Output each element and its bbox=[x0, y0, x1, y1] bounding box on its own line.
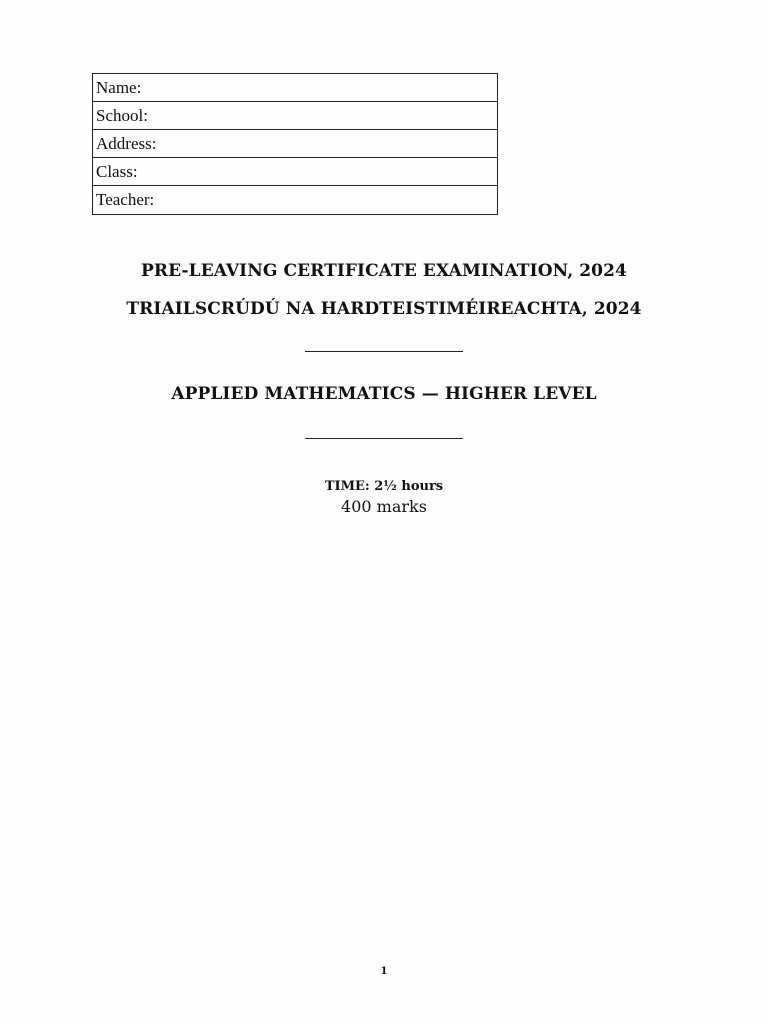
exam-marks: 400 marks bbox=[341, 497, 427, 516]
subject-title: APPLIED MATHEMATICS — HIGHER LEVEL bbox=[171, 384, 597, 404]
address-label: Address: bbox=[96, 133, 157, 153]
page-number: 1 bbox=[380, 966, 388, 977]
exam-title-irish: TRIAILSCRÚDÚ NA HARDTEISTIMÉIREACHTA, 2024 bbox=[126, 299, 642, 319]
name-label: Name: bbox=[96, 77, 142, 97]
class-field[interactable] bbox=[93, 158, 497, 186]
teacher-field[interactable] bbox=[93, 186, 497, 214]
address-field[interactable] bbox=[93, 130, 497, 158]
divider-line bbox=[305, 438, 463, 439]
exam-time: TIME: 2½ hours bbox=[324, 479, 444, 494]
school-field[interactable] bbox=[93, 102, 497, 130]
teacher-label: Teacher: bbox=[96, 190, 155, 209]
divider-line bbox=[305, 351, 463, 352]
school-label: School: bbox=[96, 105, 148, 125]
name-field[interactable] bbox=[93, 74, 497, 102]
class-label: Class: bbox=[96, 161, 138, 181]
student-details-table bbox=[92, 73, 498, 215]
exam-title-english: PRE-LEAVING CERTIFICATE EXAMINATION, 2024 bbox=[141, 261, 627, 281]
